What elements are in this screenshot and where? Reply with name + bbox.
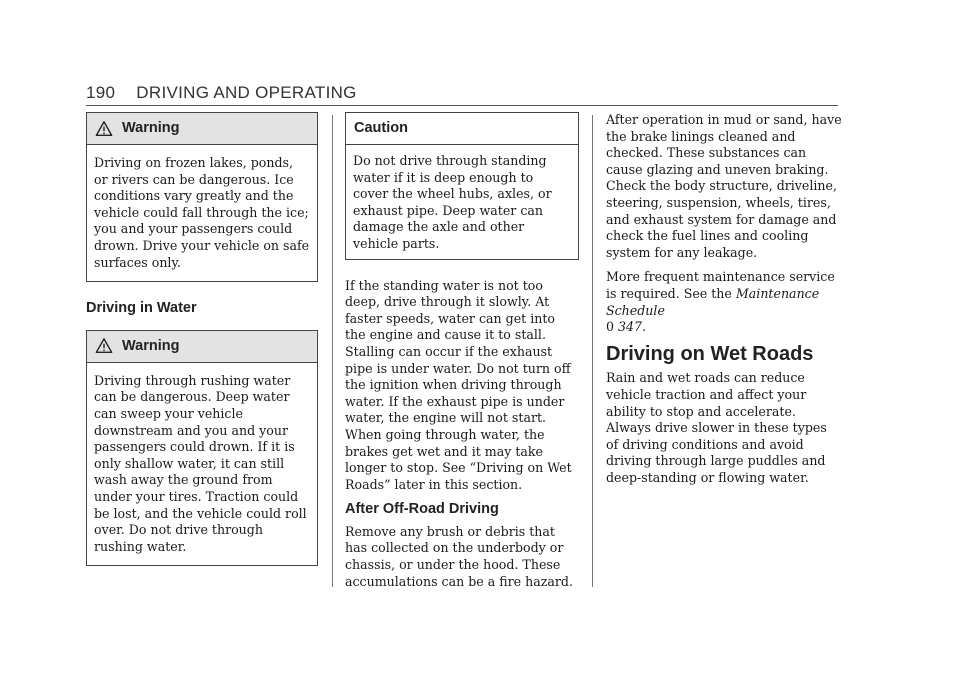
heading-wet-roads: Driving on Wet Roads [606,342,814,365]
warning-text: Driving on frozen lakes, ponds, or rivers can be dangerous. Ice conditions vary greatly and the vehicle could fall through the ice; you and your passengers could drown. Drive your vehicle on safe surfaces only. [94,155,310,270]
warning-box-rushing-water [86,330,318,567]
paragraph-debris: Remove any brush or debris that has collected on the underbody or chassis, or under the hood. These accumulations can be a fire hazard. [345,523,573,589]
caution-text: Do not drive through standing water if it is deep enough to cover the wheel hubs, axles, or exhaust pipe. Deep water can damage the axle and other vehicle parts. [353,153,552,251]
paragraph-maintenance: More frequent maintenance service is required. See the Maintenance Schedule 0 347. [606,269,835,335]
paragraph-standing-water: If the standing water is not too deep, drive through it slowly. At faster speeds, water can get into the engine and cause it to stall. Stalling can occur if the exhaust pipe is under water. Do not turn off the ignition when driving through water. If the exhaust pipe is under water, the engine will not start. When going through water, the brakes get wet and it may take longer to stop. See “Driving on Wet Roads” later in this section. [345,277,572,492]
warning-title: Warning [122,120,180,137]
warning-triangle-icon [95,120,113,138]
column-3 [606,112,842,494]
section-title: DRIVING AND OPERATING [136,83,357,102]
warning-text: Driving through rushing water can be dangerous. Deep water can sweep your vehicle downstream and you and your passengers could drown. If it is only shallow water, it can still wash away the ground from under your tires. Traction could be lost, and the vehicle could roll over. Do not drive through rushing water. [94,372,307,554]
page-reference-icon: 0 [606,319,615,335]
warning-triangle-icon [95,337,113,355]
caution-box [345,112,579,260]
column-1 [86,112,318,566]
heading-driving-in-water: Driving in Water [86,300,197,317]
warning-header [87,113,317,145]
paragraph-wet-roads: Rain and wet roads can reduce vehicle traction and affect your ability to stop and accelerate. Always drive slower in these types of driving conditions and avoid driving through large puddles and deep-standing or flowing water. [606,370,827,485]
column-divider-1 [332,115,333,587]
maintenance-text: More frequent maintenance service is required. See the [606,269,835,301]
column-divider-2 [592,115,593,587]
warning-box-ice [86,112,318,282]
caution-title: Caution [354,120,408,137]
warning-header [87,331,317,363]
warning-title: Warning [122,337,180,354]
paragraph-mud-sand: After operation in mud or sand, have the brake linings cleaned and checked. These substances can cause glazing and uneven braking. Check the body structure, driveline, steering, suspension, wheels, tires, and exhaust system for damage and check the fuel lines and cooling system for any leakage. [606,112,842,260]
page-header [86,83,357,103]
maintenance-schedule-link[interactable]: Maintenance Schedule [606,285,820,318]
header-rule [86,105,838,106]
caution-header [346,113,578,145]
column-2 [345,112,579,598]
page-reference-number[interactable]: 347 [618,319,643,335]
heading-after-off-road: After Off-Road Driving [345,501,499,518]
page-number: 190 [86,83,116,102]
